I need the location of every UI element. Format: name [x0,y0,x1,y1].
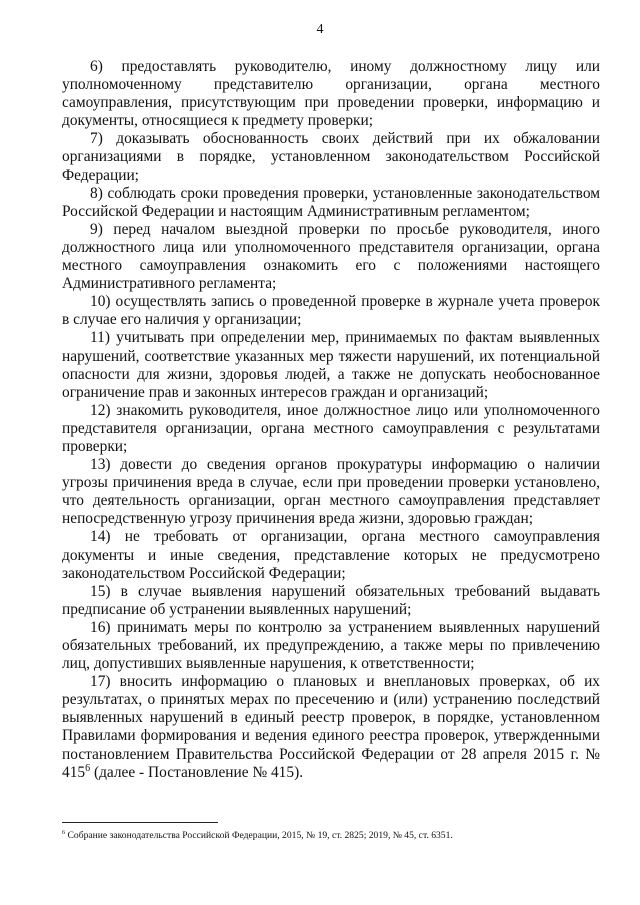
footnote-reference: 6 [85,762,91,774]
footnote-text: Собрание законодательства Российской Федерации, 2015, № 19, ст. 2825; 2019, № 45, ст. 6351. [65,830,453,841]
list-item [62,673,600,782]
footnote-divider [62,822,218,823]
list-item: 9) перед началом выездной проверки по просьбе руководителя, иного должностного лица или уполномоченного представителя организации, органа местного самоуправления ознакомить его с положениями настоящего Административного регламента; [62,220,600,293]
page-number: 4 [316,22,324,37]
footnote-marker: 6 [62,828,66,836]
list-item: 14) не требовать от организации, органа местного самоуправления документы и иные сведения, представление которых не предусмотрено законодательством Российской Федерации; [62,528,600,582]
obligations-list [62,58,600,782]
list-item-tail: (далее - Постановление № 415). [90,763,304,781]
footnote [62,830,602,842]
list-item-text: 17) вносить информацию о плановых и внеплановых проверках, об их результатах, о принятых мерах по пресечению и (или) устранению последствий выявленных нарушений в единый реестр проверок, в порядке, установленном Правилами формирования и ведения единого реестра проверок, утвержденными постановлением Правительства Российской Федерации от 28 апреля 2015 г. № 415 [62,673,600,781]
list-item: 6) предоставлять руководителю, иному должностному лицу или уполномоченному представителю организации, органа местного самоуправления, присутствующим при проведении проверки, информацию и документы, относящиеся к предмету проверки; [62,58,600,130]
list-item: 16) принимать меры по контролю за устранением выявленных нарушений обязательных требований, их предупреждению, а также меры по привлечению лиц, допустивших выявленные нарушения, к ответственности; [62,618,600,673]
list-item: 8) соблюдать сроки проведения проверки, установленные законодательством Российской Федерации и настоящим Административным регламентом; [62,184,600,220]
list-item: 15) в случае выявления нарушений обязательных требований выдавать предписание об устранении выявленных нарушений; [62,582,600,618]
list-item: 10) осуществлять запись о проведенной проверке в журнале учета проверок в случае его наличия у организации; [62,293,600,329]
list-item: 12) знакомить руководителя, иное должностное лицо или уполномоченного представителя организации, органа местного самоуправления с результатами проверки; [62,401,600,455]
list-item: 7) доказывать обоснованность своих действий при их обжаловании организациями в порядке, установленном законодательством Российской Федерации; [62,130,600,184]
list-item: 13) довести до сведения органов прокуратуры информацию о наличии угрозы причинения вреда в случае, если при проведении проверки установлено, что деятельность организации, орган местного самоуправления представляет непосредственную угрозу причинения вреда жизни, здоровью граждан; [62,456,600,528]
list-item: 11) учитывать при определении мер, принимаемых по фактам выявленных нарушений, соответствие указанных мер тяжести нарушений, их потенциальной опасности для жизни, здоровья людей, а также не допускать необоснованное ограничение прав и законных интересов граждан и организаций; [62,329,600,401]
